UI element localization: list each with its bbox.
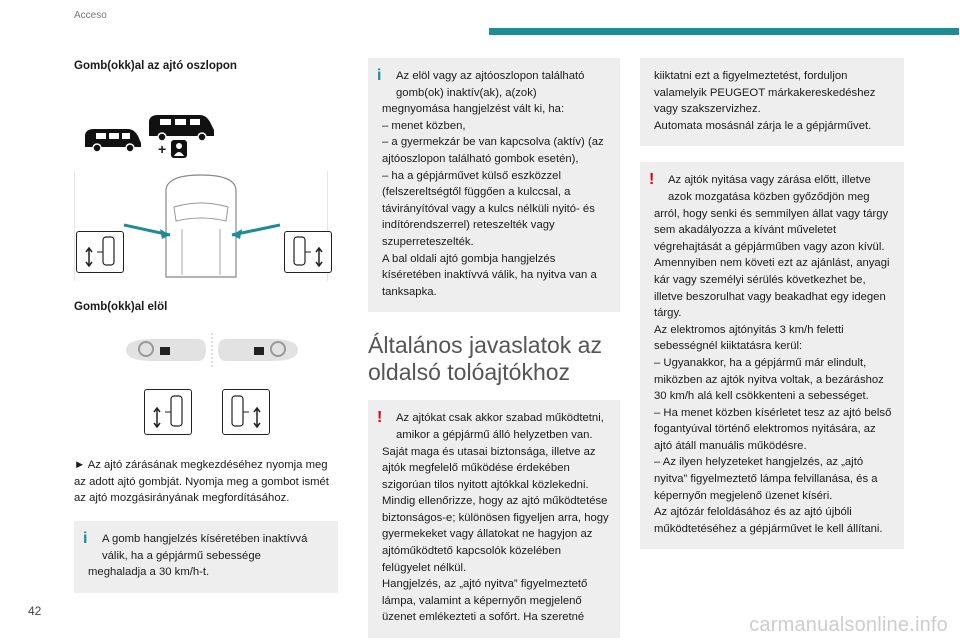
section-title: Általános javaslatok az oldalsó tolóajtókhoz	[368, 332, 602, 386]
warning-note-continued	[640, 58, 904, 146]
pillar-illustration	[74, 85, 338, 275]
front-door-button-left[interactable]	[144, 389, 192, 435]
overhead-console-icon	[122, 333, 302, 367]
warning-note-line: Amennyiben nem követi ezt az ajánlást, anyagi kár vagy személyi sérülés következhet be, illetve beszorulhat vagy beakadhat egy idegen tárgy.	[654, 257, 890, 320]
info-note	[368, 58, 620, 312]
info-note-first: Az elöl vagy az ajtóoszlopon található gomb(ok) inaktív(ak), a(zok)	[396, 70, 585, 99]
info-note-line: – ha a gépjárművet külső eszközzel (felszereltségtől függően a kulccsal, a távirányítóval vagy a kulcs nélküli nyitó- és indítórendszerrel) reteszelték vagy szuperreteszelték.	[382, 169, 595, 248]
front-door-button-right[interactable]	[222, 389, 270, 435]
front-buttons-illustration	[74, 325, 338, 455]
heading-pillar-buttons: Gomb(okk)al az ajtó oszlopon	[74, 60, 237, 72]
info-note-line: A bal oldali ajtó gombja hangjelzés kíséretében inaktívvá válik, ha nyitva van a tanksapka.	[382, 252, 597, 298]
child-lock-icon	[170, 139, 188, 159]
door-button-left[interactable]	[76, 231, 124, 273]
warning-note-line: – Ugyanakkor, ha a gépjármű már elindult, miközben az ajtók nyitva voltak, a bezáráshoz 30 km/h alá kell csökkenteni a sebességet.	[654, 356, 884, 403]
column-right	[640, 58, 904, 549]
watermark: carmanualsonline.info	[749, 614, 948, 636]
column-left	[74, 58, 338, 593]
note-line: kiiktatni ezt a figyelmeztetést, forduljon valamelyik PEUGEOT márkakereskedéshez vagy szakszervizhez.	[654, 70, 876, 116]
note-line: Automata mosásnál zárja le a gépjárművet.	[654, 119, 872, 132]
warning-note-line: – Ha menet közben kísérletet tesz az ajtó belső fogantyúval történő elektromos nyitására, az ajtó átáll manuális működésre.	[654, 406, 892, 452]
header-accent-bar	[489, 28, 959, 35]
instruction-text: ► Az ajtó zárásának megkezdéséhez nyomja meg az adott ajtó gombját. Nyomja meg a gombot ismét az ajtó mozgásirányának megfordításához.	[74, 459, 329, 505]
warning-icon: !	[377, 409, 383, 427]
warning-note-line: Mindig ellenőrizze, hogy az ajtó működtetése biztonságos-e; különösen figyeljen arra, hogy gyermekeket vagy állatokat ne hagyjon az ajtóműködtető kapcsolók közelében felügyelet nélkül.	[382, 495, 609, 574]
warning-note-line: arról, hogy senki és semmilyen állat vagy tárgy sem akadályozza a kívánt műveletet végrehajtását a gépjárműben vagy azon kívül.	[654, 207, 889, 253]
warning-note	[640, 162, 904, 549]
warning-note-line: Saját maga és utasai biztonsága, illetve az ajtók megfelelő működése érdekében szigorúan tilos nyitott ajtókkal közlekedni.	[382, 445, 596, 491]
info-note-line: – menet közben,	[382, 119, 466, 132]
info-icon: i	[377, 67, 382, 84]
info-icon: i	[83, 529, 88, 547]
sliding-door-icon	[285, 232, 331, 272]
info-note-text: meghaladja a 30 km/h-t.	[88, 566, 210, 579]
plus-sign: +	[158, 140, 167, 157]
sliding-door-icon	[77, 232, 123, 272]
warning-note-line: Az ajtózár feloldásához és az ajtó újbóli működtetéséhez a gépjárművet le kell állítani.	[654, 506, 883, 535]
warning-note-line: – Az ilyen helyzeteket hangjelzés, az „ajtó nyitva” figyelmeztető lámpa felvillanása, és a képernyőn megjelenő üzenet kíséri.	[654, 456, 878, 502]
heading-front-buttons: Gomb(okk)al elöl	[74, 300, 168, 313]
header-section-label: Acceso	[74, 10, 107, 21]
info-note-line: – a gyermekzár be van kapcsolva (aktív) (az ajtóoszlopon található gombok esetén),	[382, 136, 604, 165]
info-note-first: A gomb hangjelzés kíséretében inaktívvá válik, ha a gépjármű sebessége	[102, 532, 308, 562]
info-note-line: megnyomása hangjelzést vált ki, ha:	[382, 103, 565, 116]
door-button-right[interactable]	[284, 231, 332, 273]
warning-note-line: Hangjelzés, az „ajtó nyitva” figyelmeztető lámpa, valamint a képernyőn megjelenő üzenet emlékezteti a sofőrt. Ha szeretné	[382, 578, 588, 624]
column-middle	[368, 58, 620, 638]
van-icon-left	[82, 123, 144, 153]
sliding-door-icon	[145, 390, 191, 434]
sliding-door-icon	[223, 390, 269, 434]
warning-note	[368, 400, 620, 638]
warning-icon: !	[649, 171, 655, 189]
warning-note-line: Az elektromos ajtónyitás 3 km/h feletti sebességnél kiiktatásra kerül:	[654, 323, 844, 353]
info-note	[74, 521, 338, 593]
page-number: 42	[28, 604, 42, 618]
warning-note-first: Az ajtók nyitása vagy zárása előtt, illetve azok mozgatása közben győződjön meg	[668, 174, 871, 203]
warning-note-first: Az ajtókat csak akkor szabad működtetni, amikor a gépjármű álló helyzetben van.	[396, 412, 604, 441]
